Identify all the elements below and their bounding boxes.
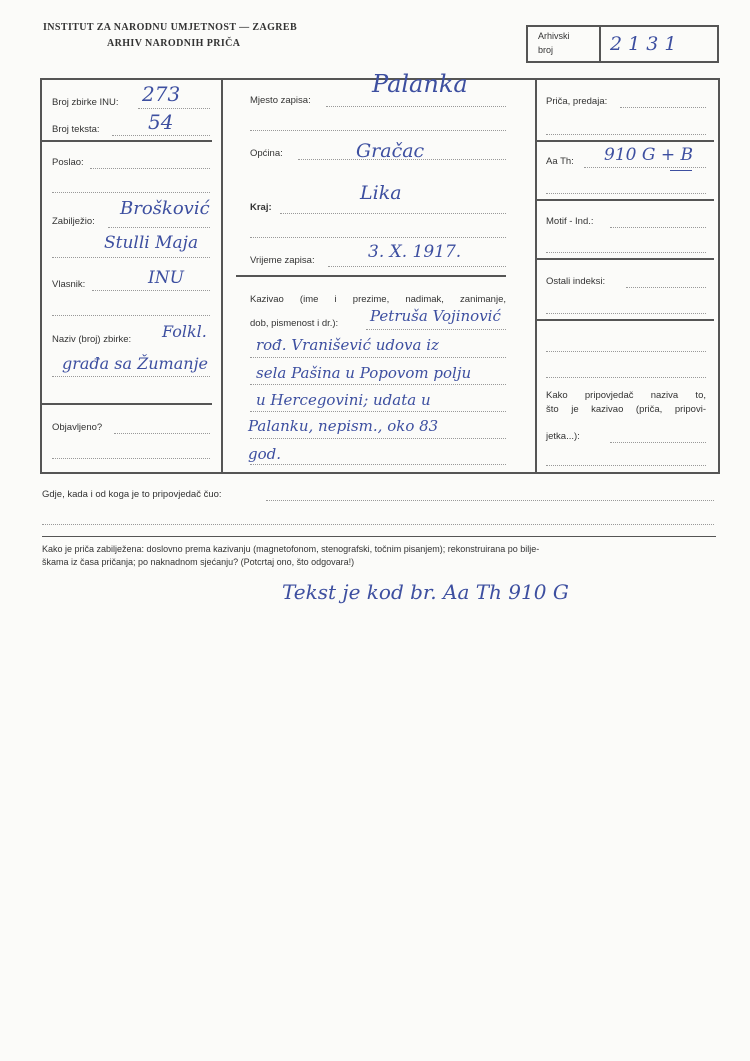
how-recorded-label-1: Kako je priča zabilježena: doslovno prema kazivanju (magnetofonom, stenografski, točnim pisanjem); rekonstruirana po bilje-: [42, 544, 540, 554]
recorded-by-label: Zabilježio:: [52, 216, 95, 227]
place-value: Palanka: [372, 70, 468, 98]
collection-number-label: Broj zbirke INU:: [52, 97, 119, 108]
narrator-line-1: Petruša Vojinović: [370, 307, 501, 325]
published-label: Objavljeno?: [52, 422, 103, 433]
date-label: Vrijeme zapisa:: [250, 255, 315, 266]
institute-name: INSTITUT ZA NARODNU UMJETNOST — ZAGREB: [43, 22, 298, 33]
sent-by-label: Poslao:: [52, 157, 84, 168]
archive-number-label-2: broj: [538, 45, 554, 55]
region-label: Kraj:: [250, 202, 272, 213]
place-label: Mjesto zapisa:: [250, 95, 311, 106]
aath-label: Aa Th:: [546, 156, 574, 167]
narrator-line-6: god.: [248, 445, 282, 463]
other-index-label: Ostali indeksi:: [546, 276, 606, 287]
aath-value-underline: [670, 170, 692, 171]
how-recorded-label-2: škama iz časa pričanja; po naknadnom sjećanju? (Potcrtaj ono, što odgovara!): [42, 557, 355, 567]
narrator-label-line-1: Kazivao (ime i prezime, nadimak, zanimanje,: [250, 294, 506, 305]
region-value: Lika: [360, 182, 402, 204]
owner-value: INU: [148, 268, 184, 288]
date-value: 3. X. 1917.: [368, 242, 462, 262]
municipality-label: Općina:: [250, 148, 283, 159]
column-divider-left: [221, 78, 223, 472]
where-heard-label: Gdje, kada i od koga je to pripovjedač čuo:: [42, 489, 222, 500]
narrator-title-label-1: Kako pripovjedač naziva to,: [546, 390, 706, 401]
archive-number-label-1: Arhivski: [538, 31, 570, 41]
aath-value: 910 G + B: [604, 145, 693, 165]
archive-number-value: 2 1 3 1: [610, 33, 677, 55]
narrator-label-line-2: dob, pismenost i dr.):: [250, 318, 339, 329]
motif-index-label: Motif - Ind.:: [546, 216, 594, 227]
story-label: Priča, predaja:: [546, 96, 608, 107]
recorded-by-value-1: Brošković: [120, 198, 210, 219]
narrator-line-5: Palanku, nepism., oko 83: [248, 417, 439, 435]
recorded-by-value-2: Stulli Maja: [104, 233, 199, 253]
narrator-line-3: sela Pašina u Popovom polju: [256, 364, 472, 382]
archive-number-divider: [599, 27, 601, 61]
municipality-value: Gračac: [356, 140, 425, 162]
text-number-value: 54: [148, 110, 174, 134]
archive-number-box: [526, 25, 719, 63]
text-number-label: Broj teksta:: [52, 124, 100, 135]
collection-name-value-1: Folkl.: [162, 322, 207, 341]
narrator-title-label-3: jetka...):: [546, 431, 580, 442]
narrator-line-4: u Hercegovini; udata u: [256, 391, 431, 409]
owner-label: Vlasnik:: [52, 279, 86, 290]
handwritten-note: Tekst je kod br. Aa Th 910 G: [282, 580, 569, 604]
collection-name-label: Naziv (broj) zbirke:: [52, 334, 132, 345]
narrator-line-2: rođ. Vranišević udova iz: [256, 336, 439, 354]
narrator-title-label-2: što je kazivao (priča, pripovi-: [546, 404, 706, 415]
collection-number-value: 273: [142, 82, 181, 106]
column-divider-right: [535, 78, 537, 472]
archive-name: ARHIV NARODNIH PRIČA: [107, 38, 241, 49]
collection-name-value-2: građa sa Žumanje: [62, 354, 208, 373]
